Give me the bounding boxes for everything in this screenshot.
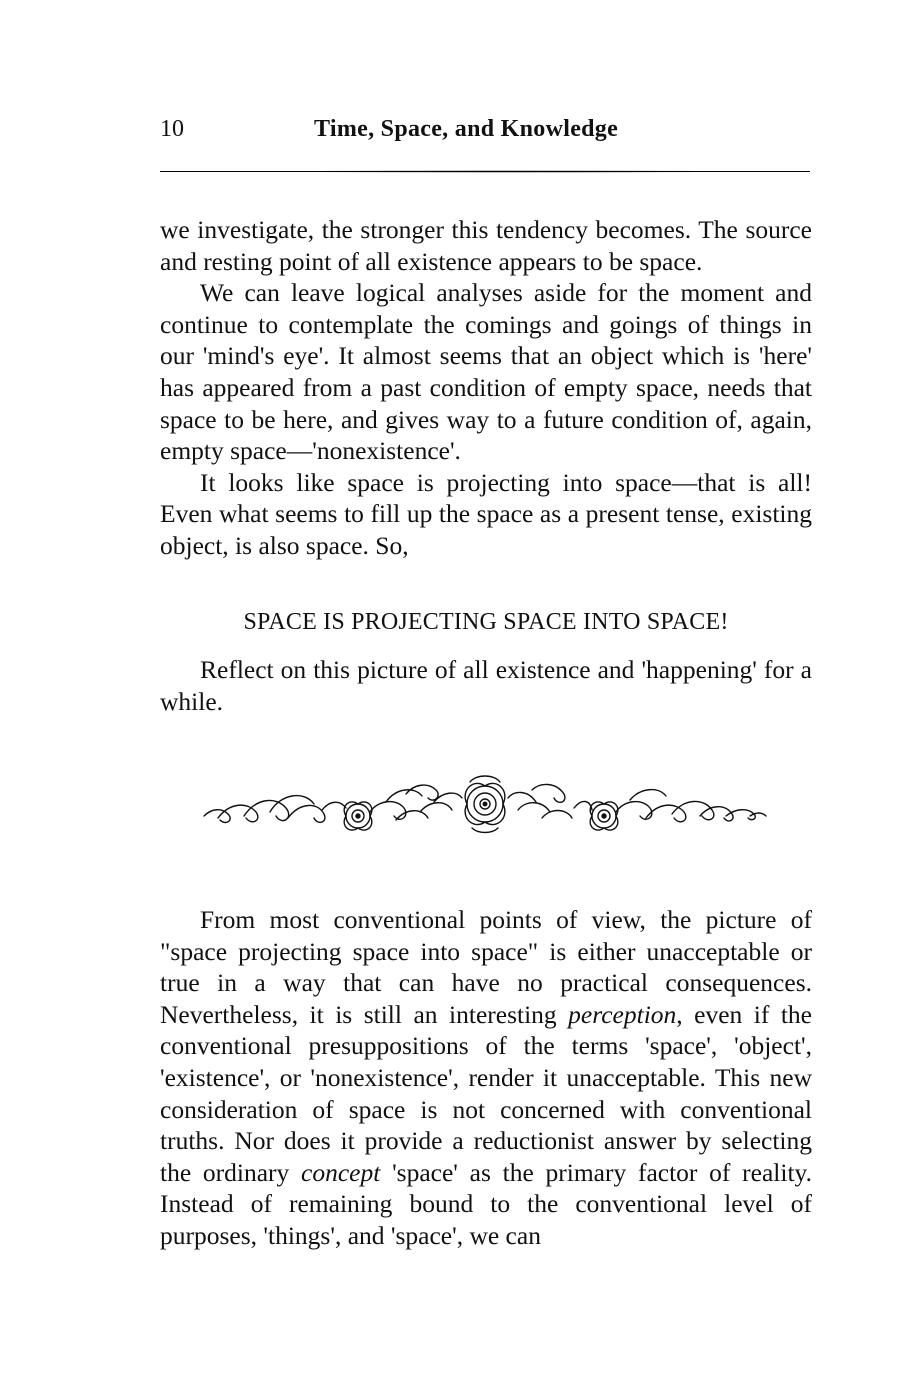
paragraph: Reflect on this picture of all existence and 'happening' for a while.: [160, 655, 812, 716]
italic-term: concept: [301, 1157, 381, 1187]
text-block-top: [160, 214, 812, 562]
paragraph: [160, 904, 812, 1252]
page-number: 10: [160, 116, 184, 142]
text-block-bottom: [160, 904, 812, 1252]
paragraph-continued: we investigate, the stronger this tendency becomes. The source and resting point of all existence appears to be space.: [160, 215, 812, 276]
floral-scroll-divider-icon: [200, 772, 770, 836]
page-header: [160, 112, 810, 148]
paragraph: We can leave logical analyses aside for the moment and continue to contemplate the comings and goings of things in our 'mind's eye'. It almost seems that an object which is 'here' has appeared from a past condition of empty space, needs that space to be here, and gives way to a future condition of, again, empty space—'nonexistence'.: [160, 278, 812, 466]
italic-term: perception: [568, 999, 677, 1029]
emphasis-line: SPACE IS PROJECTING SPACE INTO SPACE!: [243, 609, 729, 635]
paragraph-text: 'space' as the primary factor of reality. Instead of remaining bound to the conventional level of purposes, 'things', and 'space', we can: [160, 1157, 812, 1250]
paragraph-text: , even if the conventional presuppositions of the terms 'space', 'object', 'existence', or 'nonexistence', render it unacceptable. This new consideration of space is not concerned with conventional truths. Nor does it provide a reductionist answer by selecting the ordinary: [160, 999, 812, 1187]
header-rule: [160, 170, 810, 173]
text-block-middle: [160, 654, 812, 717]
paragraph-text: From most conventional points of view, the picture of "space projecting space into space" is either unacceptable or true in a way that can have no practical consequences. Nevertheless, it is still an interesting: [160, 905, 812, 1029]
paragraph: It looks like space is projecting into space—that is all! Even what seems to fill up the space as a present tense, existing object, is also space. So,: [160, 467, 812, 560]
running-title: Time, Space, and Knowledge: [314, 116, 619, 142]
